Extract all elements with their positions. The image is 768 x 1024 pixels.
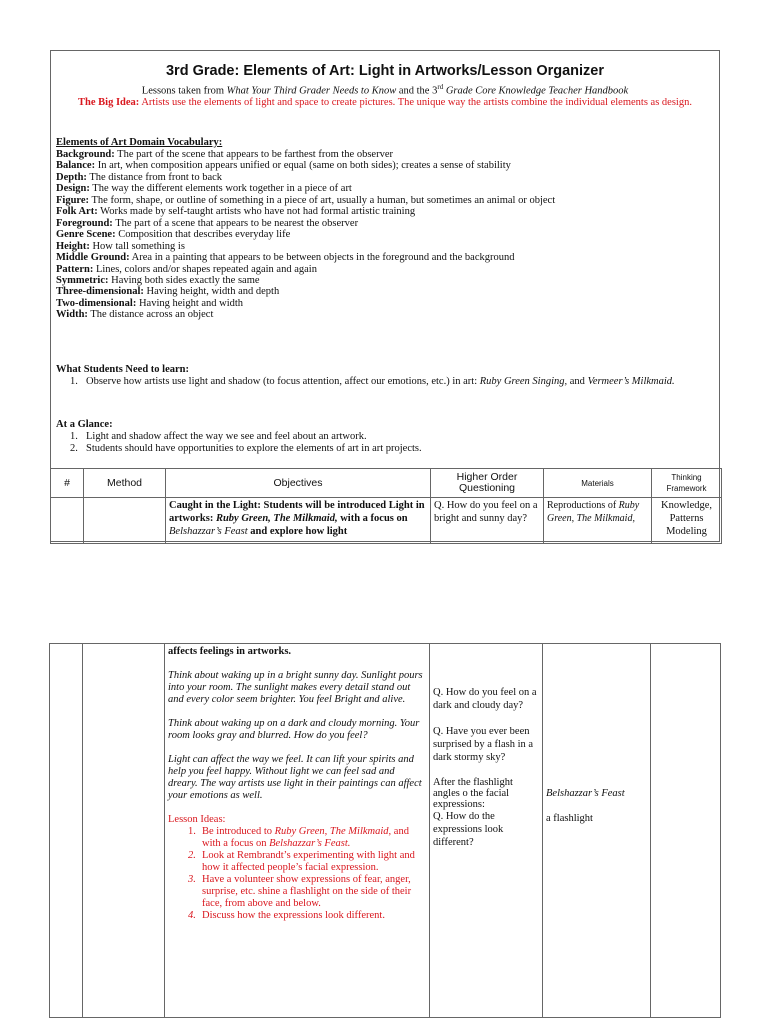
cell-materials (543, 644, 651, 1018)
paragraph: Think about waking up in a bright sunny day. Sunlight pours into your room. The sunlight makes every detail stand out and every color seem brighter. You feel Bright and alive. (168, 670, 423, 705)
vocab-item: Width: The distance across an object (56, 309, 214, 321)
cell-num (51, 498, 84, 544)
material-item: a flashlight (546, 813, 593, 824)
list-item: 2. Look at Rembrandt’s experimenting with light and how it affected people’s facial expression. (188, 850, 415, 873)
cell-materials: Reproductions of Ruby Green, The Milkmaid, (544, 498, 652, 544)
cell-questions (430, 644, 543, 1018)
page-two (50, 643, 720, 1015)
learn-list (56, 376, 706, 388)
paragraph: Light can affect the way we feel. It can lift your spirits and help you feel happy. Without light we can feel sad and dreary. The way artists use light in their paintings can affect your emotions as well. (168, 754, 422, 801)
big-idea-label: The Big Idea: (78, 97, 140, 108)
vocab-item: Balance: In art, when composition appears unified or equal (same on both sides); creates a sense of stability (56, 160, 511, 172)
document-title: 3rd Grade: Elements of Art: Light in Artworks/Lesson Organizer (165, 63, 605, 79)
cell-method (84, 498, 166, 544)
header-objectives: Objectives (166, 469, 431, 498)
cell-num (50, 644, 83, 1018)
cell-thinking: Knowledge, Patterns Modeling (652, 498, 722, 544)
cell-objective: Caught in the Light: Students will be introduced Light in artworks: Ruby Green, The Milkmaid, with a focus on Belshazzar’s Feast and explore how light (166, 498, 431, 544)
table-row (51, 498, 722, 544)
vocab-item: Pattern: Lines, colors and/or shapes repeated again and again (56, 263, 317, 275)
cell-thinking (651, 644, 721, 1018)
table-header-row (51, 469, 722, 498)
header-materials: Materials (544, 469, 652, 498)
question: Q. How do you feel on a dark and cloudy day? (433, 687, 537, 711)
lesson-table (50, 468, 722, 544)
vocab-item: Depth: The distance from front to back (56, 171, 223, 183)
glance-heading: At a Glance: (56, 419, 113, 430)
list-item: 1. Observe how artists use light and shadow (to focus attention, affect our emotions, etc.) in art: Ruby Green Singing, and Vermeer’s Milkmaid. (70, 376, 675, 387)
learn-heading: What Students Need to learn: (56, 364, 189, 375)
vocab-item: Background: The part of the scene that appears to be farthest from the observer (56, 149, 393, 160)
list-item: 2. Students should have opportunities to explore the elements of art in art projects. (70, 442, 422, 454)
list-item: 1. Light and shadow affect the way we see and feel about an artwork. (70, 431, 367, 442)
vocab-list (56, 149, 716, 321)
cell-method (83, 644, 165, 1018)
header-questioning: Higher Order Questioning (431, 469, 544, 498)
lesson-ideas-list (168, 826, 426, 922)
vocab-item: Height: How tall something is (56, 240, 185, 252)
vocab-item: Two-dimensional: Having height and width (56, 297, 244, 309)
vocab-item: Foreground: The part of a scene that appears to be nearest the observer (56, 217, 359, 229)
vocab-item: Figure: The form, shape, or outline of something in a piece of art, usually a human, but sometimes an animal or object (56, 194, 556, 206)
vocab-item: Symmetric: Having both sides exactly the same (56, 274, 260, 286)
lesson-table-continued (49, 643, 721, 1018)
header-method: Method (84, 469, 166, 498)
question: Q. Have you ever been surprised by a flash in a dark stormy sky? (433, 726, 534, 763)
material-item: Belshazzar’s Feast (546, 788, 625, 799)
table-row (50, 644, 721, 1018)
header-thinking: Thinking Framework (652, 469, 722, 498)
question: After the flashlight angles o the facial expressions: (433, 777, 513, 810)
glance-list (56, 431, 706, 454)
big-idea: The Big Idea: Artists use the elements of light and space to create pictures. The unique way the artists combine the individual elements as design. (78, 97, 692, 108)
header-num: # (51, 469, 84, 498)
document-subtitle: Lessons taken from What Your Third Grader Needs to Know and the 3rd Grade Core Knowledge Teacher Handbook (141, 83, 629, 97)
vocab-item: Genre Scene: Composition that describes everyday life (56, 229, 291, 241)
lesson-ideas-heading: Lesson Ideas: (168, 814, 226, 825)
page-one (50, 50, 720, 542)
paragraph: Think about waking up on a dark and cloudy morning. Your room looks gray and blurred. How do you feel? (168, 718, 420, 741)
vocab-item: Middle Ground: Area in a painting that appears to be between objects in the foreground and the background (56, 252, 515, 264)
vocab-item: Three-dimensional: Having height, width and depth (56, 286, 280, 298)
cell-question: Q. How do you feel on a bright and sunny day? (431, 498, 544, 544)
list-item: 3. Have a volunteer show expressions of fear, anger, surprise, etc. shine a flashlight on the side of their face, from above and below. (188, 874, 412, 909)
question: Q. How do the expressions look different? (433, 811, 504, 848)
vocab-heading: Elements of Art Domain Vocabulary: (56, 137, 223, 148)
vocab-item: Design: The way the different elements work together in a piece of art (56, 183, 352, 195)
vocab-item: Folk Art: Works made by self-taught artists who have not had formal artistic training (56, 206, 416, 218)
list-item: 4. Discuss how the expressions look different. (188, 910, 385, 921)
objective-continued: affects feelings in artworks. (168, 646, 292, 657)
list-item: 1. Be introduced to Ruby Green, The Milkmaid, and with a focus on Belshazzar’s Feast. (188, 826, 409, 849)
cell-objective-continued (165, 644, 430, 1018)
